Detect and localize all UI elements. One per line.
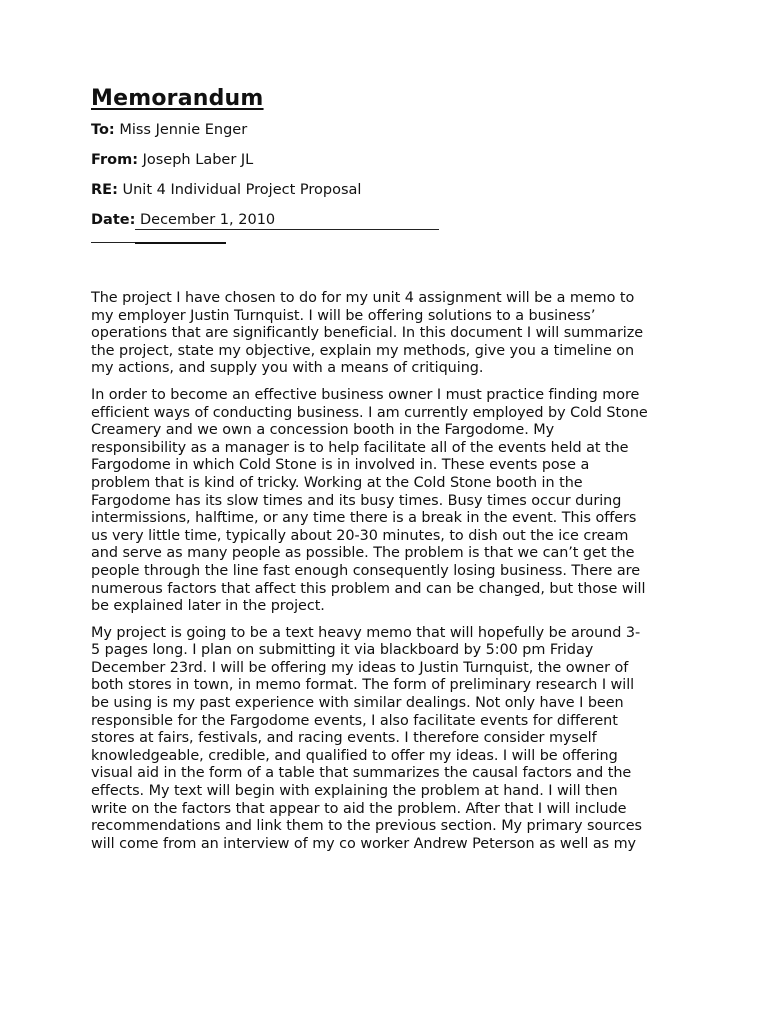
paragraph-line: be explained later in the project. (91, 598, 325, 615)
paragraph-line: us very little time, typically about 20-30 minutes, to dish out the ice cream (91, 527, 629, 544)
paragraph-line: be using is my past experience with similar dealings. Not only have I been (91, 695, 624, 712)
separator-rule (91, 242, 691, 254)
date-line (91, 211, 691, 230)
paragraph-line: visual aid in the form of a table that summarizes the causal factors and the (91, 765, 632, 782)
paragraph-line: Fargodome has its slow times and its busy times. Busy times occur during (91, 492, 622, 509)
body-paragraph (91, 625, 683, 854)
re-line (91, 181, 691, 199)
paragraph-line: both stores in town, in memo format. The form of preliminary research I will (91, 677, 635, 694)
separator-rule-thin (91, 242, 135, 243)
paragraph-line: My project is going to be a text heavy memo that will hopefully be around 3- (91, 624, 641, 641)
paragraph-line: intermissions, halftime, or any time there is a break in the event. This offers (91, 510, 637, 527)
to-value: Miss Jennie Enger (114, 122, 248, 138)
paragraph-line: knowledgeable, credible, and qualified to offer my ideas. I will be offering (91, 747, 618, 764)
to-line (91, 121, 691, 139)
paragraph-line: The project I have chosen to do for my unit 4 assignment will be a memo to (91, 290, 635, 306)
paragraph-line: write on the factors that appear to aid the problem. After that I will include (91, 800, 627, 817)
to-label: To: (91, 122, 115, 138)
from-label: From: (91, 152, 138, 168)
from-line (91, 151, 691, 169)
paragraph-line: the project, state my objective, explain my methods, give you a timeline on (91, 342, 635, 359)
date-field (135, 211, 439, 230)
memo-title: Memorandum (91, 86, 264, 111)
paragraph-line: December 23rd. I will be offering my ideas to Justin Turnquist, the owner of (91, 659, 629, 676)
paragraph-line: efficient ways of conducting business. I am currently employed by Cold Stone (91, 404, 648, 421)
paragraph-line: 5 pages long. I plan on submitting it via blackboard by 5:00 pm Friday (91, 642, 594, 659)
date-value: December 1, 2010 (135, 212, 276, 228)
separator-rule-thick (135, 242, 226, 244)
from-value: Joseph Laber JL (138, 152, 254, 168)
paragraph-line: stores at fairs, festivals, and racing events. I therefore consider myself (91, 730, 597, 747)
paragraph-line: effects. My text will begin with explaining the problem at hand. I will then (91, 783, 618, 800)
date-label: Date: (91, 212, 136, 228)
paragraph-line: Creamery and we own a concession booth in the Fargodome. My (91, 422, 555, 439)
re-label: RE: (91, 182, 118, 198)
paragraph-line: recommendations and link them to the previous section. My primary sources (91, 818, 642, 835)
paragraph-line: problem that is kind of tricky. Working at the Cold Stone booth in the (91, 474, 583, 491)
paragraph-line: operations that are significantly beneficial. In this document I will summarize (91, 325, 644, 342)
body-paragraph (91, 387, 683, 616)
paragraph-line: my employer Justin Turnquist. I will be offering solutions to a business’ (91, 307, 596, 324)
re-value: Unit 4 Individual Project Proposal (117, 182, 362, 198)
memo-page (91, 86, 691, 862)
paragraph-line: people through the line fast enough consequently losing business. There are (91, 562, 640, 579)
paragraph-line: my actions, and supply you with a means of critiquing. (91, 360, 484, 377)
paragraph-line: and serve as many people as possible. The problem is that we can’t get the (91, 545, 635, 562)
paragraph-line: Fargodome in which Cold Stone is in involved in. These events pose a (91, 457, 590, 474)
paragraph-line: numerous factors that affect this problem and can be changed, but those will (91, 580, 646, 597)
paragraph-line: responsible for the Fargodome events, I also facilitate events for different (91, 712, 618, 729)
body-paragraph (91, 290, 683, 378)
paragraph-line: In order to become an effective business owner I must practice finding more (91, 386, 640, 403)
paragraph-line: responsibility as a manager is to help facilitate all of the events held at the (91, 439, 629, 456)
paragraph-line: will come from an interview of my co worker Andrew Peterson as well as my (91, 835, 637, 852)
memo-body (91, 290, 691, 853)
